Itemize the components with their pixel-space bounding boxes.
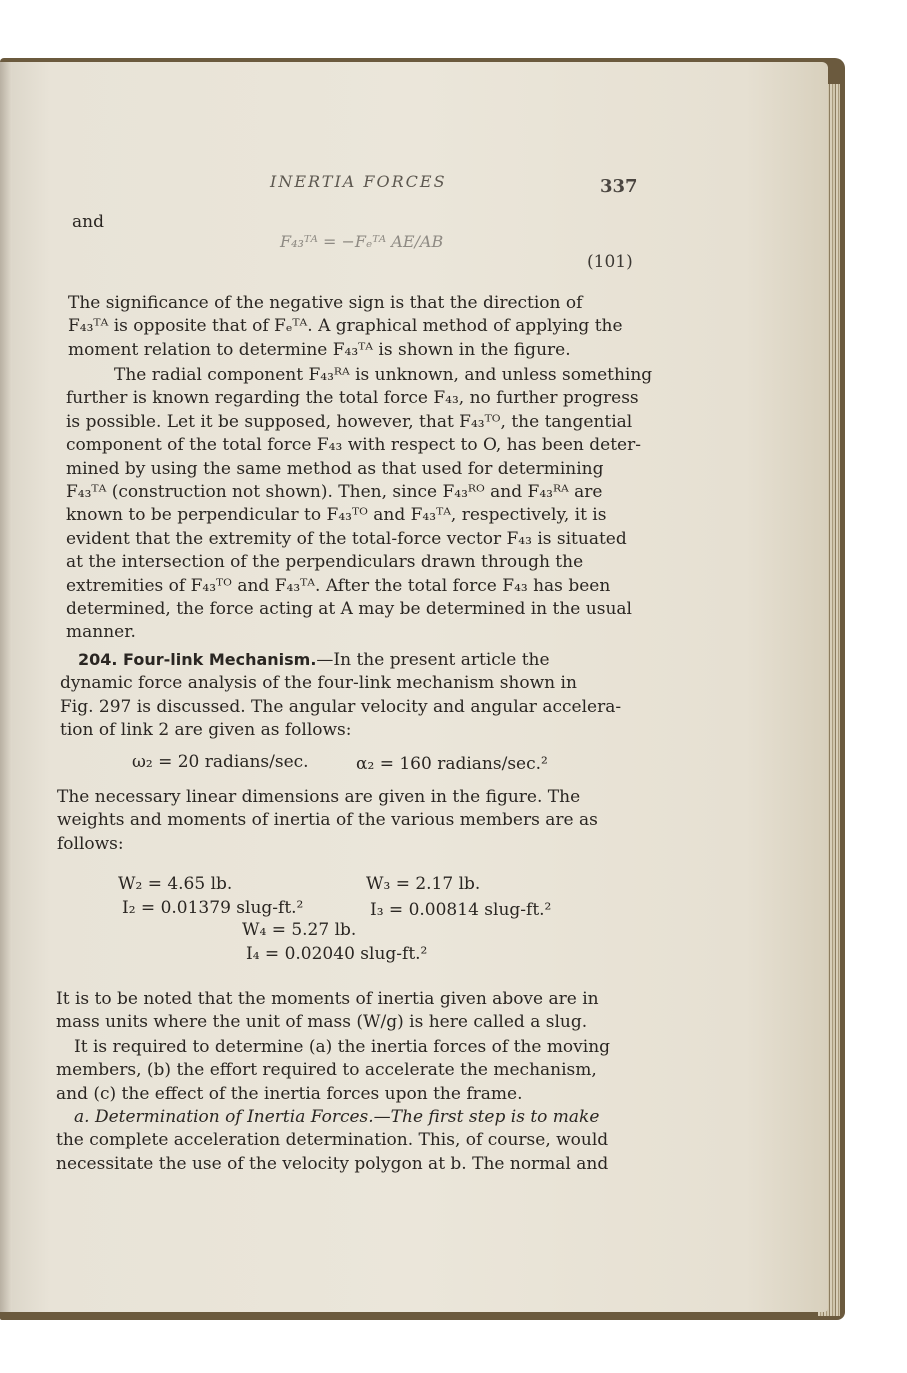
text-line: at the intersection of the perpendiculars drawn through the [66,552,584,573]
text-line: F₄₃ᵀᴬ is opposite that of Fₑᵀᴬ. A graphical method of applying the [68,316,623,337]
text-line: weights and moments of inertia of the various members are as [57,810,598,831]
text-line: mined by using the same method as that used for determining [66,458,604,479]
text-line: The radial component F₄₃ᴿᴬ is unknown, and unless something [114,365,653,385]
text-line: further is known regarding the total force F₄₃, no further progress [66,388,639,409]
text-line: It is required to determine (a) the inertia forces of the moving [74,1037,611,1057]
text-line: component of the total force F₄₃ with respect to O, has been deter- [66,435,641,456]
paragraph-determination [56,1106,624,1176]
text-line: The necessary linear dimensions are given in the figure. The [57,787,581,807]
text-line: moment relation to determine F₄₃ᵀᴬ is shown in the figure. [68,339,571,360]
weight-w3: W₃ = 2.17 lb. [366,874,481,894]
text-line: determined, the force acting at A may be determined in the usual [66,599,632,620]
text-line: manner. [66,622,136,643]
text-line: and (c) the effect of the inertia forces upon the frame. [56,1083,523,1104]
text-line: dynamic force analysis of the four-link mechanism shown in [60,673,577,694]
page-number: 337 [600,176,638,197]
section-204 [60,648,626,743]
text-line: known to be perpendicular to F₄₃ᵀᴼ and F₄₃ᵀᴬ, respectively, it is [66,505,607,526]
text-line: follows: [57,833,124,854]
text-line: evident that the extremity of the total-force vector F₄₃ is situated [66,528,627,549]
inertia-i3: I₃ = 0.00814 slug-ft.² [370,900,552,920]
inertia-i2: I₂ = 0.01379 slug-ft.² [122,898,304,918]
text-line: Fig. 297 is discussed. The angular velocity and angular accelera- [60,696,622,717]
text-line: F₄₃ᵀᴬ (construction not shown). Then, since F₄₃ᴿᴼ and F₄₃ᴿᴬ are [66,482,603,503]
paragraph-dimensions [57,786,625,856]
weight-w4: W₄ = 5.27 lb. [242,920,357,940]
text-line: The significance of the negative sign is that the direction of [68,293,583,313]
text-line: tion of link 2 are given as follows: [60,720,352,741]
given-alpha: α₂ = 160 radians/sec.² [356,754,548,774]
text-line: extremities of F₄₃ᵀᴼ and F₄₃ᵀᴬ. After the total force F₄₃ has been [66,575,611,596]
text-line: members, (b) the effort required to accelerate the mechanism, [56,1060,597,1081]
text-line: a. Determination of Inertia Forces.—The first step is to make [74,1107,600,1127]
paragraph-radial-component [66,364,653,645]
given-omega: ω₂ = 20 radians/sec. [132,752,309,772]
intro-and: and [72,212,104,232]
text-line: necessitate the use of the velocity polygon at b. The normal and [56,1153,609,1174]
paragraph-slug [56,988,624,1035]
paragraph-negative-sign [68,292,632,362]
running-title: INERTIA FORCES [270,172,447,191]
text-line: is possible. Let it be supposed, however, that F₄₃ᵀᴼ, the tangential [66,411,633,432]
equation-number: (101) [587,252,633,272]
text-line: It is to be noted that the moments of inertia given above are in [56,989,599,1009]
text-line: —In the present article the [316,650,550,670]
paragraph-required [56,1036,624,1106]
equation-101: F₄₃ᵀᴬ = −Fₑᵀᴬ AE/AB [280,232,444,251]
text-line: the complete acceleration determination. This, of course, would [56,1130,609,1151]
inertia-i4: I₄ = 0.02040 slug-ft.² [246,944,428,964]
section-heading: 204. Four-link Mechanism. [78,650,317,669]
weight-w2: W₂ = 4.65 lb. [118,874,233,894]
text-line: mass units where the unit of mass (W/g) is here called a slug. [56,1012,588,1033]
